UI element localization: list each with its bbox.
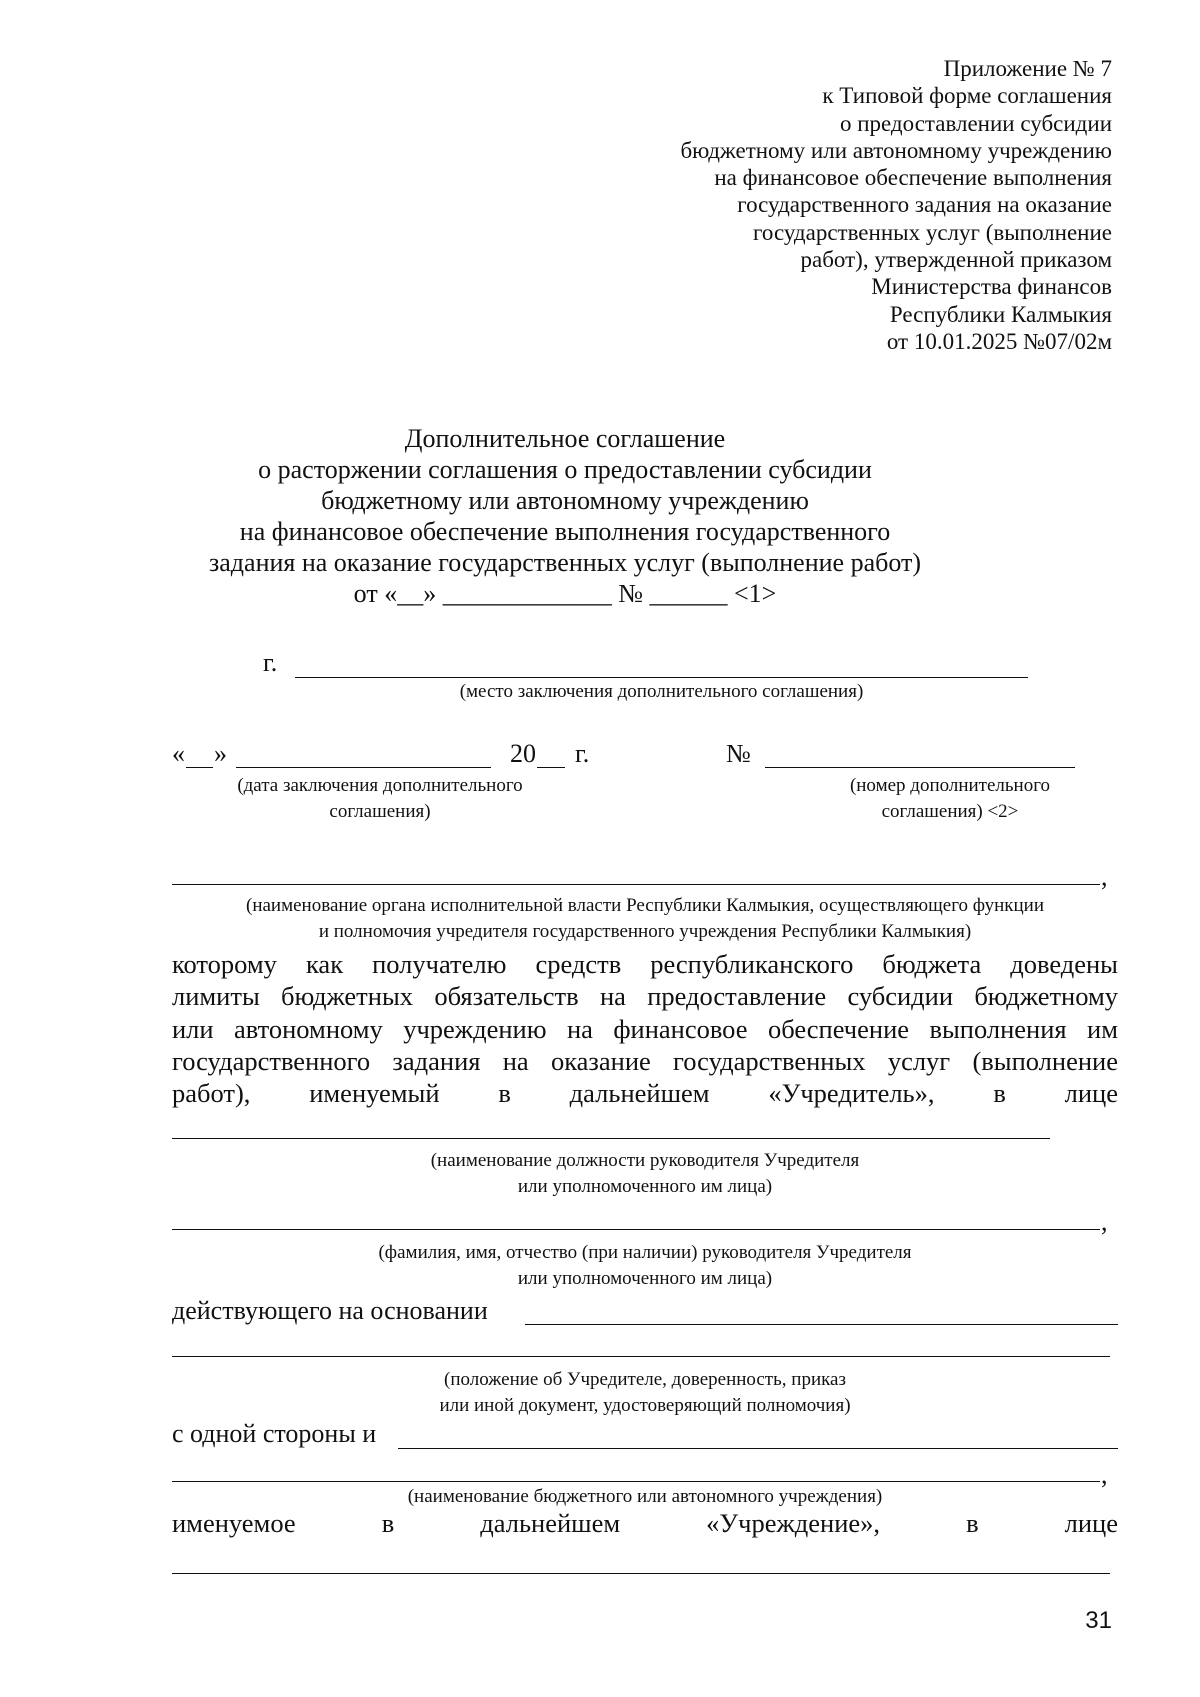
number-field[interactable] [765, 767, 1075, 768]
appendix-line: государственного задания на оказание [737, 192, 1112, 218]
document-title [150, 423, 980, 609]
basis-caption-1: (положение об Учредителе, доверенность, приказ [444, 1369, 846, 1390]
founder-name-caption-2: или уполномоченного им лица) [517, 1268, 773, 1289]
founder-org-caption-1: (наименование органа исполнительной власти Республики Калмыкия, осуществляющего функции [246, 895, 1044, 916]
paragraph-line: именуемое в дальнейшем «Учреждение», в лице [172, 1508, 1118, 1538]
basis-field[interactable] [525, 1324, 1118, 1325]
founder-position-caption-2: или уполномоченного им лица) [517, 1176, 773, 1197]
institution-comma: , [1101, 1460, 1108, 1489]
paragraph-line: которому как получателю средств республиканского бюджета доведены [172, 949, 1118, 979]
paragraph-line: или автономному учреждению на финансовое обеспечение выполнения им [172, 1013, 1118, 1044]
appendix-line: на финансовое обеспечение выполнения [714, 165, 1112, 191]
number-caption-1: (номер дополнительного [849, 775, 1051, 796]
title-line: задания на оказание государственных услуг (выполнение работ) [208, 548, 922, 577]
appendix-line: Министерства финансов [871, 274, 1112, 300]
date-caption-1: (дата заключения дополнительного [237, 775, 523, 796]
appendix-line: Приложение № 7 [943, 56, 1112, 81]
founder-position-field[interactable] [172, 1138, 1050, 1139]
founder-name-comma: , [1101, 1207, 1108, 1236]
title-line: бюджетному или автономному учреждению [321, 486, 809, 515]
appendix-line: бюджетному или автономному учреждению [680, 137, 1112, 163]
date-day-field[interactable] [186, 767, 213, 768]
main-paragraph [172, 948, 1118, 1109]
date-year-suffix: г. [575, 739, 590, 768]
founder-position-caption-1: (наименование должности руководителя Учредителя [430, 1150, 860, 1171]
date-caption-2: соглашения) [329, 801, 431, 822]
date-month-field[interactable] [236, 767, 491, 768]
place-prefix: г. [263, 648, 278, 677]
date-quote-close: » [214, 739, 227, 768]
date-quote-open: « [172, 739, 185, 768]
paragraph-line: лимиты бюджетных обязательств на предоставление субсидии бюджетному [172, 981, 1118, 1012]
appendix-line: Республики Калмыкия [889, 301, 1112, 327]
date-year-field[interactable] [537, 767, 565, 768]
founder-org-caption-2: и полномочия учредителя государственного учреждения Республики Калмыкия) [318, 921, 972, 942]
founder-name-caption-1: (фамилия, имя, отчество (при наличии) руководителя Учредителя [378, 1242, 912, 1263]
basis-label: действующего на основании [172, 1296, 488, 1325]
date-year-prefix: 20 [510, 739, 536, 768]
appendix-line: о предоставлении субсидии [839, 110, 1112, 136]
title-line: на финансовое обеспечение выполнения государственного [239, 517, 891, 546]
founder-org-field[interactable] [172, 884, 1100, 885]
number-sign: № [726, 739, 751, 768]
place-caption: (место заключения дополнительного соглашения) [459, 681, 864, 702]
appendix-header [592, 55, 1112, 355]
institution-representative-field[interactable] [172, 1573, 1110, 1574]
title-line: от «__» _____________ № ______ <1> [353, 579, 777, 608]
title-line: Дополнительное соглашение [404, 424, 726, 453]
basis-field-continued[interactable] [172, 1356, 1110, 1357]
paragraph-line: работ), именуемый в дальнейшем «Учредитель», в лице [172, 1078, 1118, 1109]
basis-caption-2: или иной документ, удостоверяющий полномочия) [439, 1395, 851, 1416]
appendix-line: от 10.01.2025 №07/02м [886, 328, 1112, 354]
page-number: 31 [1085, 1607, 1112, 1634]
institution-field[interactable] [398, 1448, 1118, 1449]
institution-field-continued[interactable] [172, 1481, 1100, 1482]
institution-paragraph [172, 1507, 1118, 1539]
paragraph-line: государственного задания на оказание государственных услуг (выполнение [172, 1045, 1118, 1076]
appendix-line: к Типовой форме соглашения [822, 83, 1112, 109]
title-line: о расторжении соглашения о предоставлении субсидии [258, 455, 872, 484]
founder-org-comma: , [1101, 862, 1108, 891]
appendix-line: государственных услуг (выполнение [753, 219, 1112, 245]
appendix-line: работ), утвержденной приказом [800, 247, 1112, 273]
number-caption-2: соглашения) <2> [881, 801, 1019, 822]
place-field[interactable] [295, 677, 1028, 678]
other-party-label: с одной стороны и [172, 1419, 377, 1448]
founder-name-field[interactable] [172, 1229, 1100, 1230]
institution-caption: (наименование бюджетного или автономного учреждения) [407, 1486, 883, 1507]
